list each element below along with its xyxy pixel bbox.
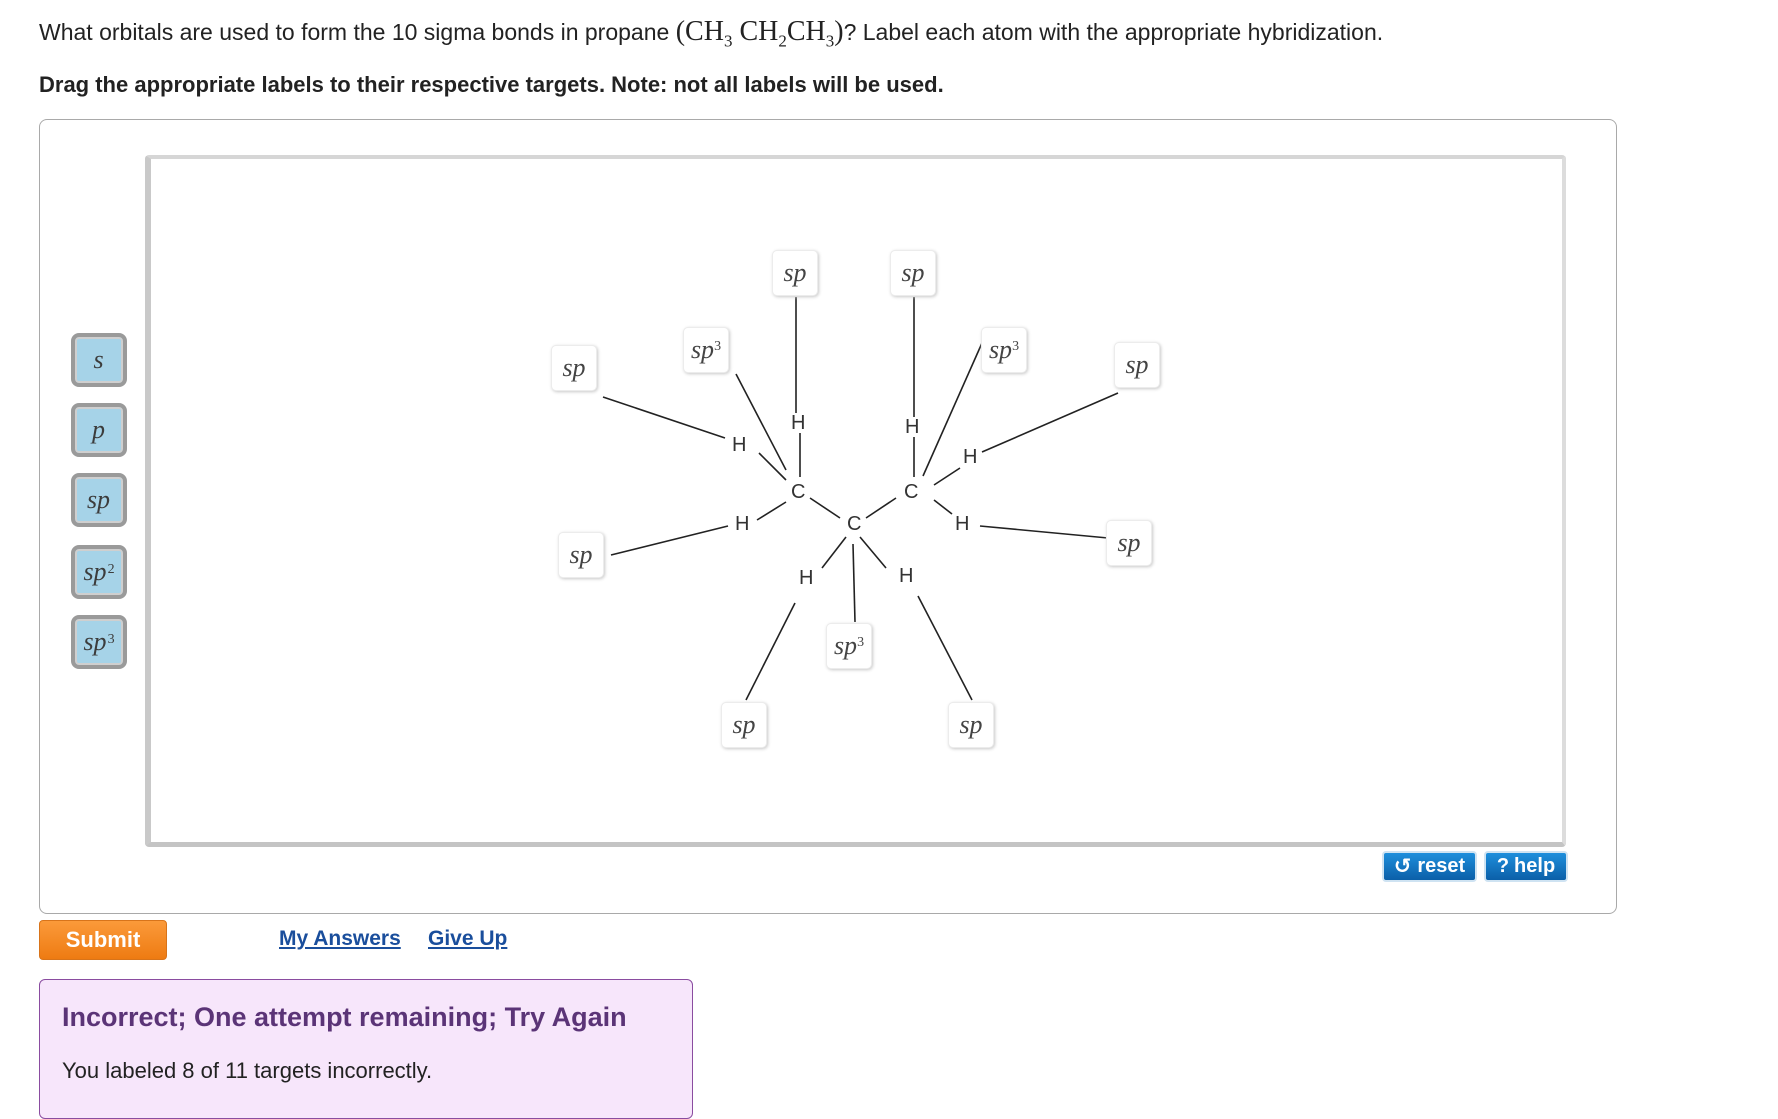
target-drop-zone[interactable]: sp bbox=[772, 250, 818, 296]
leader-line bbox=[603, 397, 725, 438]
target-drop-zone[interactable]: sp bbox=[558, 532, 604, 578]
bond-ch bbox=[860, 537, 886, 568]
atom-h: H bbox=[799, 567, 814, 589]
bond-ch bbox=[822, 537, 846, 568]
bond-ch bbox=[757, 502, 786, 520]
leader-line bbox=[611, 526, 728, 555]
target-drop-zone[interactable]: sp $^3$ bbox=[981, 327, 1027, 373]
palette-label-p[interactable]: p bbox=[71, 403, 127, 457]
reset-icon: ↺ bbox=[1393, 855, 1412, 878]
atom-h: H bbox=[955, 513, 970, 535]
reset-button[interactable]: ↺ reset bbox=[1382, 851, 1477, 882]
atom-c-center: C bbox=[847, 513, 862, 535]
palette-label-sp3[interactable]: sp $^3$ bbox=[71, 615, 127, 669]
feedback-title: Incorrect; One attempt remaining; Try Again bbox=[62, 1002, 627, 1032]
bond-ch bbox=[934, 500, 952, 514]
leader-line bbox=[746, 603, 795, 700]
atom-h: H bbox=[735, 513, 750, 535]
propane-formula: ($CH_3$ $CH_2CH_3$) bbox=[675, 16, 844, 51]
leader-line bbox=[980, 526, 1108, 538]
atom-c-left: C bbox=[791, 481, 806, 503]
help-button[interactable]: ? help bbox=[1484, 851, 1568, 882]
atom-c-right: C bbox=[904, 481, 919, 503]
target-drop-zone[interactable]: sp bbox=[1106, 520, 1152, 566]
bond-ch bbox=[934, 468, 960, 485]
feedback-box bbox=[39, 979, 693, 1119]
target-drop-zone[interactable]: sp $^3$ bbox=[683, 327, 729, 373]
target-drop-zone[interactable]: sp bbox=[890, 250, 936, 296]
palette-label-sp[interactable]: sp bbox=[71, 473, 127, 527]
atom-h: H bbox=[905, 416, 920, 438]
give-up-link[interactable]: Give Up bbox=[428, 927, 508, 950]
instruction-text: Drag the appropriate labels to their respective targets. Note: not all labels will be used. bbox=[39, 72, 944, 97]
target-drop-zone[interactable]: sp bbox=[1114, 342, 1160, 388]
bond-cc bbox=[810, 498, 840, 518]
atom-h: H bbox=[899, 565, 914, 587]
target-drop-zone[interactable]: sp bbox=[948, 702, 994, 748]
target-drop-zone[interactable]: sp bbox=[721, 702, 767, 748]
atom-h: H bbox=[732, 434, 747, 456]
question-text: What orbitals are used to form the 10 sigma bonds in propane ($CH_3$ $CH_2CH_3$)? Label each atom with the appropriate hybridization. bbox=[39, 16, 1384, 51]
atom-h: H bbox=[963, 446, 978, 468]
target-drop-zone[interactable]: sp $^3$ bbox=[826, 623, 872, 669]
leader-line bbox=[982, 393, 1118, 452]
my-answers-link[interactable]: My Answers bbox=[279, 927, 401, 950]
feedback-message: You labeled 8 of 11 targets incorrectly. bbox=[62, 1058, 433, 1083]
palette-label-s[interactable]: s bbox=[71, 333, 127, 387]
atom-h: H bbox=[791, 412, 806, 434]
bond-ch bbox=[759, 453, 786, 480]
submit-button[interactable]: Submit bbox=[39, 920, 167, 960]
target-drop-zone[interactable]: sp bbox=[551, 345, 597, 391]
leader-line bbox=[918, 596, 972, 700]
palette-label-sp2[interactable]: sp $^2$ bbox=[71, 545, 127, 599]
help-icon: ? bbox=[1496, 855, 1510, 877]
leader-line bbox=[853, 544, 855, 622]
bond-cc bbox=[866, 498, 896, 518]
